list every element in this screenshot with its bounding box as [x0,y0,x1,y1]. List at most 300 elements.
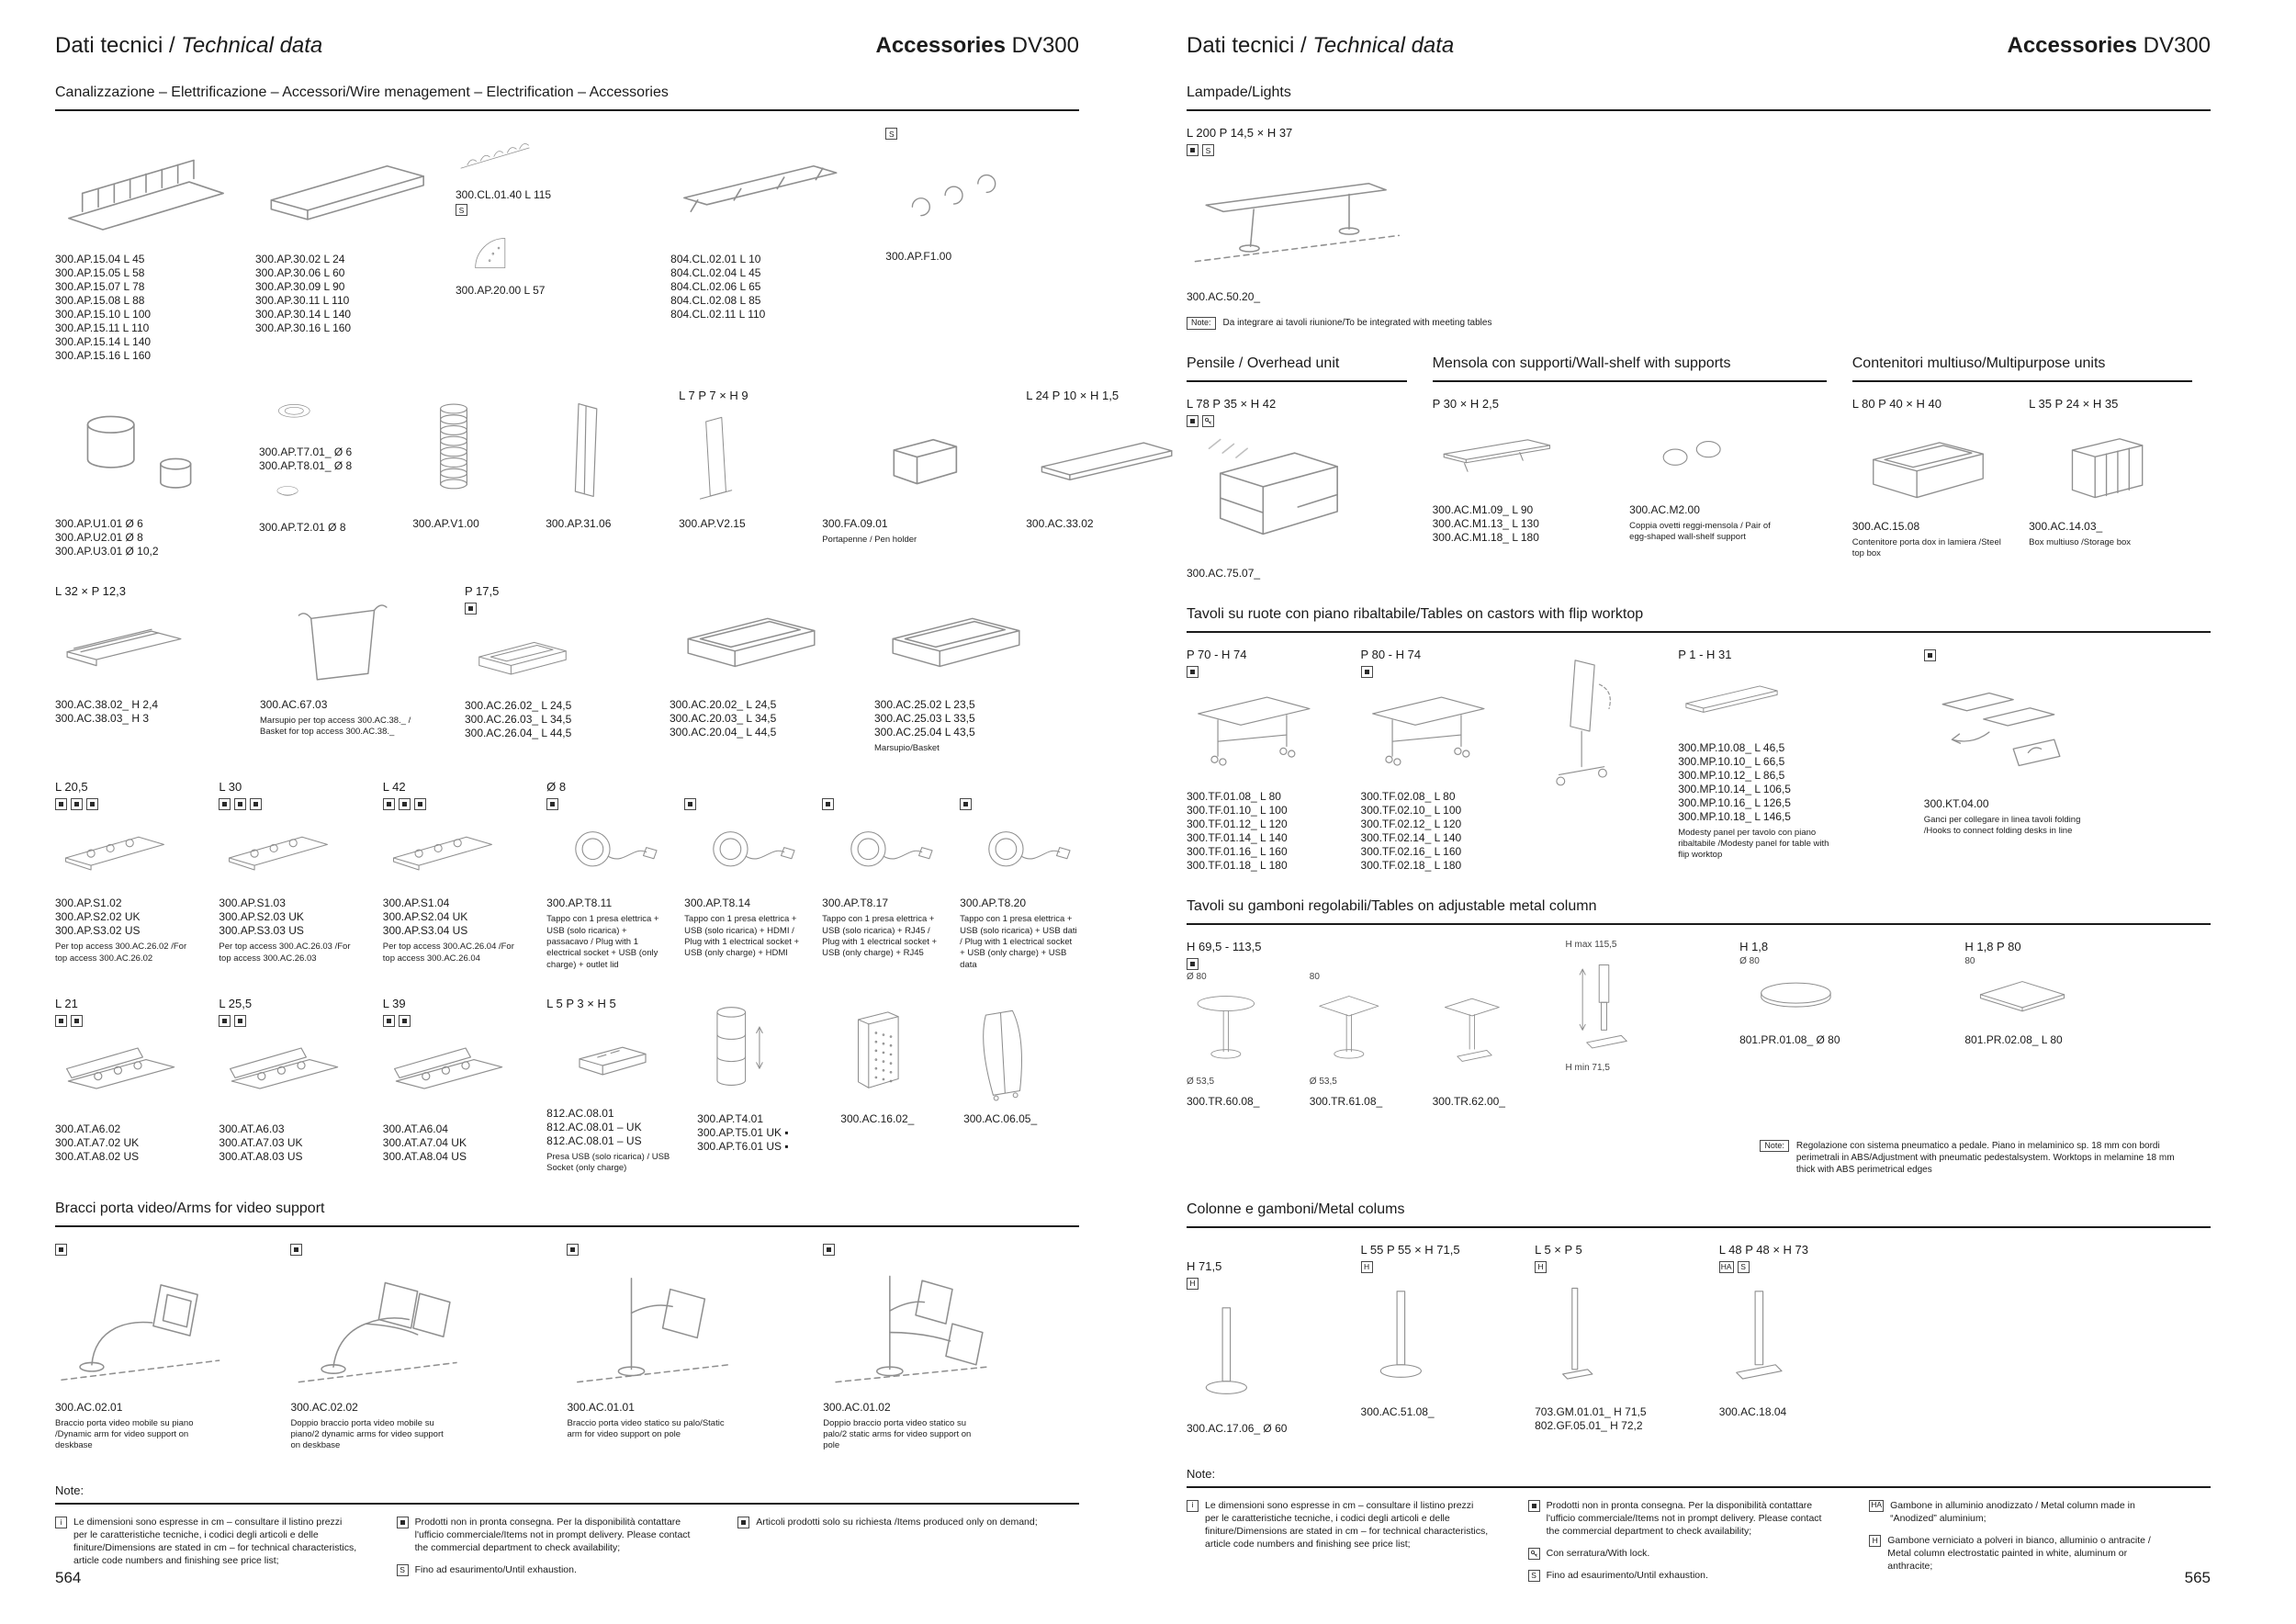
product-code: 300.AP.T4.01 [697,1112,764,1126]
product-description: Doppio braccio porta video statico su palo/2 static arms for video support on pole [823,1417,972,1451]
HA-marker-icon: HA [1869,1500,1884,1512]
product-cell [546,389,679,531]
S-marker-icon: S [1528,1570,1540,1582]
dot-marker-icon [546,798,558,810]
product-codes [567,1401,805,1415]
product-cell [1187,397,1407,581]
notes-section [55,1483,1079,1577]
notes-column [55,1516,397,1577]
colslim-sketch [1535,1275,1701,1400]
product-description: Marsupio per top access 300.AC.38._ / Basket for top access 300.AC.38._ [260,716,411,738]
product-row [1187,940,2211,1109]
dimension-annotation: Ø 80 [1739,955,1760,966]
arm2-sketch [290,1257,548,1395]
dimensions-label: L 24 P 10 × H 1,5 [1026,389,1120,402]
cabinet-sketch [963,997,1068,1107]
dimensions-label: P 80 - H 74 [1360,647,1422,661]
traylid-sketch [55,601,242,693]
product-codes [963,1112,1068,1126]
catalog-section [1187,85,2211,330]
notes-column [397,1516,738,1577]
page-number: 564 [55,1569,82,1586]
product-code: 300.AC.M2.00 [1629,502,1700,516]
usbmod-sketch [546,1013,679,1101]
dimensions-label: L 39 [382,997,406,1011]
product-cell [456,126,670,298]
key-marker-icon [1528,1548,1540,1560]
product-codes [55,517,241,558]
dot-marker-icon [383,1015,395,1027]
product-cell [822,389,1026,546]
marker-row [55,796,200,812]
product-code: 300.FA.09.01 [822,517,888,530]
demand-marker-icon [737,1517,749,1528]
page-title [1187,33,1454,59]
dimensions-label: H 1,8 P 80 [1964,939,2021,953]
sqtop-sketch [1964,969,2192,1022]
note-label: Note: [1760,1140,1789,1153]
product-cell [1187,648,1361,873]
product-codes [697,1112,822,1154]
product-cell [1852,397,2029,560]
fliptable-sketch [1361,680,1517,784]
product-codes [546,1107,679,1148]
product-description: Tappo con 1 presa elettrica + USB (solo ricarica) + passacavo / Plug with 1 electrical socket + USB (only charge) + outlet lid [546,914,659,970]
product-code: 804.CL.02.06 L 65 [670,280,761,293]
dot-marker-icon [960,798,972,810]
product-cell [684,780,822,959]
product-cell [670,584,874,739]
note-text: Fino ad esaurimento/Until exhaustion. [414,1564,577,1576]
dimensions-label: L 25,5 [219,997,253,1011]
product-code: 300.TR.60.08_ [1187,1094,1260,1108]
brand-model: DV300 [1005,33,1079,58]
page-title-main: Dati tecnici / [1187,33,1313,58]
product-description: Per top access 300.AC.26.03 /For top access 300.AC.26.03 [219,942,351,964]
dot-marker-icon [1528,1500,1540,1512]
product-codes [55,253,237,363]
notes-title: Note: [1187,1466,1216,1481]
dot-marker-icon [1924,649,1936,661]
dot-marker-icon [1187,666,1199,678]
product-cell [1026,389,1204,531]
note-item [1187,1499,1490,1551]
product-code: 300.TF.01.10_ L 100 [1187,803,1288,817]
dot-marker-icon [219,1015,231,1027]
demand-marker-icon [250,798,262,810]
product-codes [1026,517,1186,531]
catalog-section [55,85,1120,1175]
product-row [55,997,1079,1175]
product-code: 300.TF.02.18_ L 180 [1360,858,1462,872]
product-cell [1187,126,1801,330]
product-code: 300.AP.15.16 L 160 [55,349,152,362]
marker-row [1187,1276,1343,1291]
product-code: 300.AP.15.14 L 140 [55,335,152,348]
product-code: 300.AC.51.08_ [1360,1404,1435,1418]
product-row [55,126,1079,363]
product-code: 300.AP.30.11 L 110 [255,294,350,307]
product-cell [546,780,684,971]
oval1-sketch [259,473,394,515]
opentray-sketch [670,584,856,693]
product-code: 300.AT.A8.02 US [55,1150,140,1164]
section-title: Lampade/Lights [1187,85,2211,111]
product-cell [963,997,1086,1126]
product-description: Marsupio/Basket [874,743,940,753]
product-code: 300.AC.50.20_ [1187,290,1261,303]
S-marker-icon: S [885,128,897,140]
note-text: Articoli prodotti solo su richiesta /Items produced only on demand; [756,1516,1038,1528]
product-codes [822,517,1007,531]
product-codes [259,521,394,535]
marker-row [1187,664,1343,680]
dimensions-label: L 5 × P 5 [1535,1242,1582,1257]
colround-sketch [1361,1275,1517,1400]
plug-sketch [960,812,1079,891]
marker-row [219,796,364,812]
plug-sketch [684,812,804,891]
bar804-sketch [670,126,867,247]
product-code: 300.AT.A8.04 US [382,1150,467,1164]
section-title: Contenitori multiuso/Multipurpose units [1852,355,2192,382]
product-code: 300.AP.15.05 L 58 [55,266,145,279]
product-codes [684,897,804,910]
product-code: 300.AP.S1.03 [219,897,286,910]
cornerfan-sketch [456,218,652,278]
page-number: 565 [2184,1569,2211,1586]
product-codes [546,517,660,531]
product-cell [546,997,697,1175]
product-code: 300.AT.A7.03 UK [219,1136,303,1150]
product-code: 300.AC.20.04_ L 44,5 [670,726,777,739]
product-codes [456,188,652,202]
penbox-sketch [822,389,1007,512]
product-description: Tappo con 1 presa elettrica + USB (solo ricarica) + USB dati / Plug with 1 electrical socket + USB (only charge) + USB data [960,914,1077,970]
product-code: 300.AP.30.14 L 140 [255,308,352,321]
product-cell [670,126,885,321]
S-marker-icon: S [1202,144,1214,156]
ovaltop-sketch [1739,969,1946,1022]
product-row [1187,1134,2211,1176]
coil-sketch [412,389,527,512]
dot-marker-icon [290,1244,302,1256]
note-text: Le dimensioni sono espresse in cm – consultare il listino prezzi per le caratteristiche tecniche, i codici degli articoli e delle finiture/Dimensions are stated in cm – for technical characteristics, article code numbers and finishing see price list; [73,1516,357,1567]
product-description: Modesty panel per tavolo con piano ribaltabile /Modesty panel for table with flip worktop [1678,827,1829,861]
comb-sketch [55,126,237,247]
product-code: 300.AP.S3.04 US [382,924,468,938]
dot-marker-icon [55,1244,67,1256]
dot-marker-icon [684,798,696,810]
product-codes [2029,520,2180,534]
product-code: 300.AC.16.02_ [840,1112,915,1126]
page-header [1187,0,2211,59]
H-marker-icon: H [1187,1278,1199,1290]
product-cell [1361,648,1536,873]
catalog-section [1187,898,2211,1176]
demand-marker-icon [86,798,98,810]
notes-title: Note: [55,1483,84,1497]
panelv-sketch [546,389,660,512]
marker-row [1187,413,1389,429]
section-title: Pensile / Overhead unit [1187,355,1407,382]
product-cell [55,997,219,1164]
dimension-annotation: Ø 53,5 [1309,1076,1337,1087]
product-codes [840,1112,945,1126]
marker-row [383,1013,528,1029]
product-cell [1964,940,2211,1047]
product-cell [465,584,670,740]
product-code: 300.AC.02.01 [55,1400,123,1414]
product-cell [383,997,546,1164]
product-code: 804.CL.02.01 L 10 [670,253,761,265]
dimensions-label: L 7 P 7 × H 9 [679,389,748,402]
pstrip-sketch [219,812,364,891]
product-code: 802.GF.05.01_ H 72,2 [1535,1418,1643,1432]
product-cell [1678,648,1924,862]
note-text: Regolazione con sistema pneumatico a pedale. Piano in melaminico sp. 18 mm con bordi perimetrali in ABS/Adjustment with pneumatic pedestalsystem. Worktops in melamine 18 mm thick with ABS perimetrical edges [1795,1140,2175,1175]
product-codes [1187,790,1343,873]
product-codes [255,253,437,335]
product-code: 300.AP.T8.11 [546,897,613,910]
product-description: Portapenne / Pen holder [822,535,917,545]
page-title [55,33,322,59]
overhead-sketch [1187,429,1389,561]
product-codes [260,698,446,712]
product-codes [1739,1033,1946,1047]
section-column [1852,355,2218,581]
pedsq-sketch [1310,985,1414,1077]
slab-sketch [255,126,437,247]
product-codes [1433,1095,1548,1109]
pstrip-sketch [383,812,528,891]
product-code: 300.AP.30.06 L 60 [255,266,345,279]
product-cell [1566,940,1740,1076]
product-codes [1361,1405,1517,1419]
H-marker-icon: H [1869,1535,1881,1547]
dimension-annotation: Ø 53,5 [1187,1076,1215,1087]
product-cell [1310,940,1433,1109]
note-text: Gambone verniciato a polveri in bianco, alluminio o antracite / Metal column electrostatic painted in white, aluminum or anthracite; [1887,1535,2151,1573]
modesty-sketch [1678,664,1906,736]
product-codes [679,517,804,531]
product-codes [874,698,1061,739]
page-title-sub: Technical data [181,33,323,58]
section-title: Canalizzazione – Elettrificazione – Accessori/Wire menagement – Electrification – Accessories [55,85,1079,111]
hookrail-sketch [456,126,652,183]
marker-row [1719,1259,1885,1275]
product-code: 300.AC.M1.18_ L 180 [1432,530,1539,544]
product-description: Braccio porta video statico su palo/Static arm for video support on pole [567,1417,725,1440]
note-text: Gambone in alluminio anodizzato / Metal column made in “Anodized” aluminium; [1890,1499,2135,1524]
product-description: Box multiuso /Storage box [2029,536,2132,547]
product-code: 300.AP.T5.01 UK ▪ [697,1126,789,1140]
note-item [1869,1499,2172,1525]
demand-marker-icon [414,798,426,810]
product-code: 300.AC.25.02 L 23,5 [874,698,975,711]
pole1-sketch [567,1257,805,1395]
product-code: 300.AT.A6.04 [382,1122,448,1136]
catalog-section [1187,355,2211,581]
marker-row [567,1242,805,1257]
marker-row [823,1242,1061,1257]
product-code: 300.CL.01.40 L 115 [456,188,552,201]
product-description: Braccio porta video mobile su piano /Dynamic arm for video support on deskbase [55,1417,194,1451]
product-code: 300.TF.02.16_ L 160 [1360,844,1462,858]
product-cell [697,997,840,1154]
product-cell [55,780,219,964]
dimension-annotation: Ø 80 [1187,971,1207,982]
note-text: Da integrare ai tavoli riunione/To be integrated with meeting tables [1222,318,1492,328]
topaccess-sketch [465,616,651,694]
dot-marker-icon [1361,666,1373,678]
hookkit-sketch [1924,663,2192,792]
product-code: 300.TR.62.00_ [1432,1094,1505,1108]
product-codes [1629,503,1808,517]
brand-title [876,33,1080,59]
dimensions-label: L 80 P 40 × H 40 [1851,396,1941,411]
dimensions-label: H 71,5 [1187,1258,1222,1273]
brand-model: DV300 [2136,33,2211,58]
product-cell [255,126,456,335]
eggs-sketch [1629,413,1808,498]
page-right [1187,0,2211,1624]
dimensions-label: L 200 P 14,5 × H 37 [1187,126,1293,140]
product-code: 300.AC.38.02_ H 2,4 [55,698,159,711]
product-code: 300.TF.01.14_ L 140 [1187,830,1288,844]
S-marker-icon: S [456,204,467,216]
product-code: 300.AP.T8.01_ Ø 8 [259,459,353,472]
product-code: 300.AP.30.09 L 90 [255,280,345,293]
product-code: 300.AP.S1.02 [55,897,122,910]
product-description: Contenitore porta dox in lamiera /Steel top box [1851,536,2001,559]
pedround-sketch [1187,985,1291,1077]
notes-divider [55,1503,1079,1505]
product-code: 300.AC.67.03 [260,698,328,711]
key-marker-icon [1202,415,1214,427]
product-codes [960,897,1079,910]
product-row [55,1242,1079,1452]
note-item [1528,1569,1831,1582]
brand-title [2008,33,2212,59]
marker-row [55,1013,200,1029]
product-code: 300.AP.T2.01 Ø 8 [259,521,346,534]
product-code: 300.AP.15.04 L 45 [55,253,145,265]
marker-row [456,202,652,218]
marker-row [1187,956,1291,972]
product-code: 300.AC.20.03_ L 34,5 [670,712,777,725]
product-cell [412,389,546,531]
product-code: 801.PR.01.08_ Ø 80 [1739,1032,1840,1046]
marker-row [546,796,666,812]
note-item [737,1516,1041,1528]
i-marker-icon: i [55,1517,67,1528]
product-code: 300.MP.10.14_ L 106,5 [1678,782,1791,795]
dot-marker-icon [71,798,83,810]
note-box [1187,317,1618,330]
product-code: 300.AC.M1.13_ L 130 [1432,516,1539,530]
product-code: 300.AP.U3.01 Ø 10,2 [55,545,159,558]
product-cell [1535,648,1678,802]
product-code: 300.TR.61.08_ [1309,1094,1383,1108]
dimensions-label: P 17,5 [465,584,500,598]
colsq-sketch [679,405,804,512]
product-code: 300.AC.26.03_ L 34,5 [465,713,572,726]
product-cell [260,584,465,739]
dot-marker-icon [397,1517,409,1528]
dimensions-label: L 78 P 35 × H 42 [1187,396,1277,411]
dimensions-label: L 20,5 [55,780,88,795]
flipside-sketch [1535,648,1660,802]
product-code: 804.CL.02.08 L 85 [670,294,761,307]
product-row [55,389,1120,558]
dimension-annotation: H min 71,5 [1565,1062,1610,1073]
marker-row [1535,1259,1701,1275]
product-cell [960,780,1097,971]
plug-sketch [822,812,941,891]
dot-marker-icon [567,1244,579,1256]
marker-row [885,126,1072,141]
marker-row [960,796,1079,812]
product-codes [823,1401,1061,1415]
notes-column [1187,1499,1528,1583]
product-cell [885,126,1090,264]
product-cell [823,1242,1079,1452]
notes-columns [55,1516,1079,1577]
H-marker-icon: H [1361,1261,1373,1273]
product-description: Presa USB (solo ricarica) / USB Socket (only charge) [546,1152,670,1174]
product-codes [219,1122,364,1164]
product-code: 804.CL.02.11 L 110 [670,308,766,321]
product-code: 300.TF.01.18_ L 180 [1187,858,1288,872]
pedsq2-sketch [1433,985,1548,1077]
product-codes [219,897,364,938]
product-code: 300.TF.01.12_ L 120 [1187,817,1288,830]
product-code: 300.AC.20.02_ L 24,5 [670,698,777,711]
product-code: 300.AP.T8.14 [684,897,751,910]
product-code: 300.TF.02.10_ L 100 [1360,803,1462,817]
product-codes [1187,1422,1343,1436]
product-codes [1678,741,1906,824]
section-title: Colonne e gamboni/Metal colums [1187,1201,2211,1228]
product-code: 300.AC.18.04 [1718,1404,1787,1418]
notes-divider [1187,1486,2211,1488]
page-title-sub: Technical data [1312,33,1455,58]
HA-marker-icon: HA [1720,1262,1732,1272]
atstrip-sketch [55,1029,200,1117]
lamp-sketch [1187,158,1783,285]
product-code: 300.AP.U2.01 Ø 8 [55,531,143,544]
perfbox-sketch [840,997,945,1107]
marker-row [55,1242,272,1257]
note-box [1760,1140,2191,1176]
product-code: 300.AC.01.01 [567,1400,635,1414]
product-codes [1187,567,1389,581]
product-code: 300.AC.01.02 [823,1400,891,1414]
product-code: 300.AP.S2.02 UK [55,910,141,924]
product-description: Doppio braccio porta video mobile su piano/2 dynamic arms for video support on deskbase [290,1417,444,1451]
dot-marker-icon [465,603,477,615]
product-codes [885,250,1072,264]
marker-row [1361,1259,1517,1275]
section-columns [1187,355,2211,581]
product-row [55,584,1079,754]
page-sections [1187,85,2211,1583]
dot-marker-icon [1187,415,1199,427]
dot-marker-icon [55,798,67,810]
note-item [1528,1499,1831,1539]
product-codes [259,445,394,473]
